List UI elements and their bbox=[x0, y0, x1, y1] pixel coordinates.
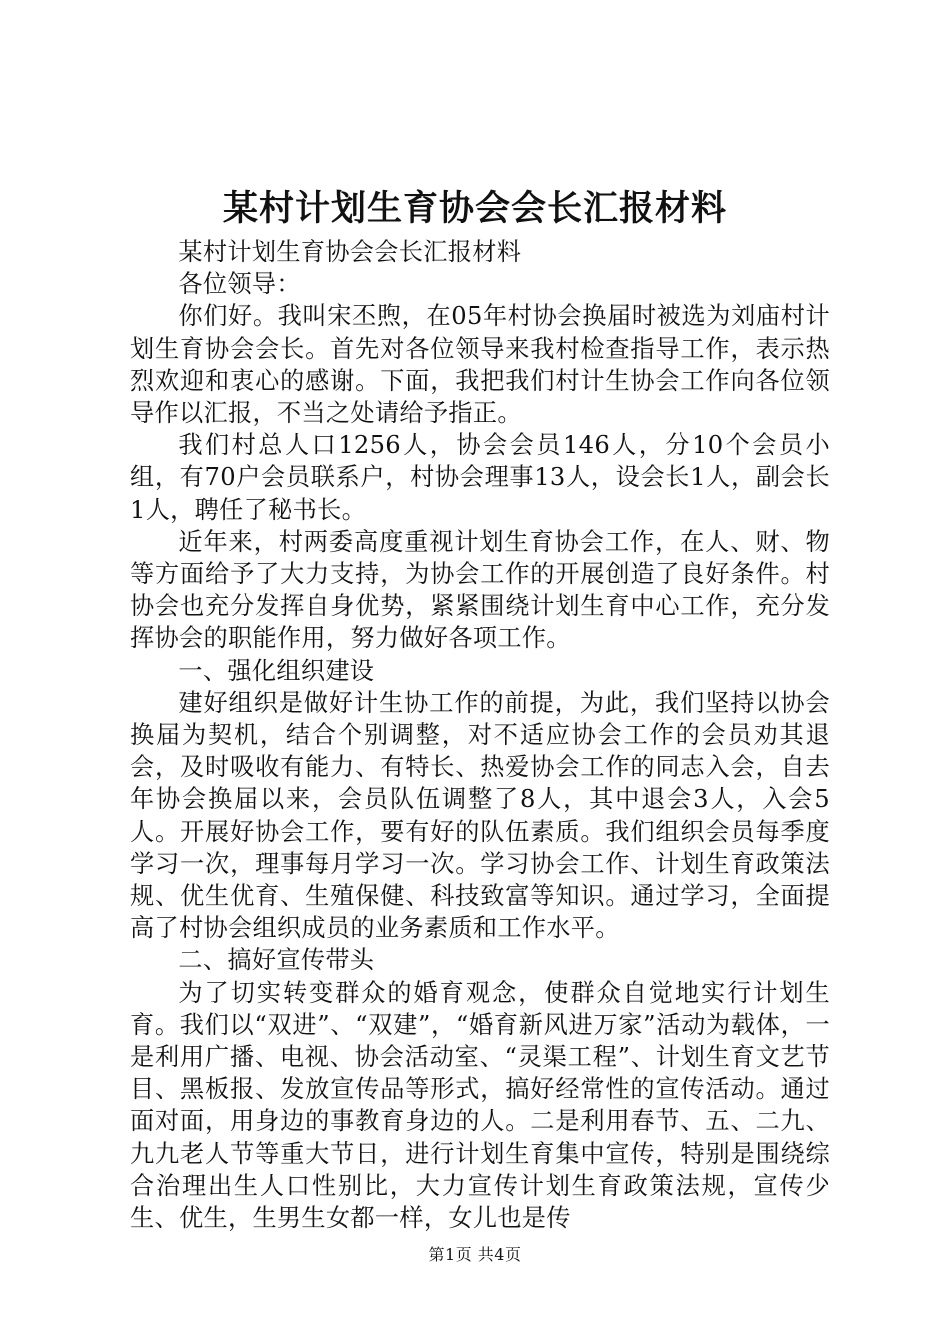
paragraph-overview: 近年来，村两委高度重视计划生育协会工作，在人、财、物等方面给予了大力支持，为协会工作的开展创造了良好条件。村协会也充分发挥自身优势，紧紧围绕计划生育中心工作，充分发挥协会的职能作用，努力做好各项工作。 bbox=[130, 527, 830, 653]
document-title: 某村计划生育协会会长汇报材料 bbox=[222, 188, 727, 229]
paragraph-heading-repeat: 某村计划生育协会会长汇报材料 bbox=[178, 238, 522, 266]
section-heading-1: 一、强化组织建设 bbox=[178, 656, 375, 685]
paragraph-stats: 我们村总人口1256人，协会会员146人，分10个会员小组，有70户会员联系户，村协会理事13人，设会长1人，副会长1人，聘任了秘书长。 bbox=[130, 431, 830, 524]
document-body bbox=[130, 236, 830, 1234]
section-heading-2: 二、搞好宣传带头 bbox=[178, 946, 375, 975]
paragraph-salutation: 各位领导： bbox=[178, 270, 301, 299]
page-footer: 第1页 共4页 bbox=[428, 1245, 522, 1264]
paragraph-organization: 建好组织是做好计生协工作的前提，为此，我们坚持以协会换届为契机，结合个别调整，对不适应协会工作的会员劝其退会，及时吸收有能力、有特长、热爱协会工作的同志入会，自去年协会换届以来，会员队伍调整了8人，其中退会3人，入会5人。开展好协会工作，要有好的队伍素质。我们组织会员每季度学习一次，理事每月学习一次。学习协会工作、计划生育政策法规、优生优育、生殖保健、科技致富等知识。通过学习，全面提高了村协会组织成员的业务素质和工作水平。 bbox=[130, 688, 830, 943]
paragraph-intro: 你们好。我叫宋丕煦，在05年村协会换届时被选为刘庙村计划生育协会会长。首先对各位领导来我村检查指导工作，表示热烈欢迎和衷心的感谢。下面，我把我们村计生协会工作向各位领导作以汇报，不当之处请给予指正。 bbox=[130, 302, 830, 428]
paragraph-publicity: 为了切实转变群众的婚育观念，使群众自觉地实行计划生育。我们以“双进”、“双建”，“婚育新风进万家”活动为载体，一是利用广播、电视、协会活动室、“灵渠工程”、计划生育文艺节目、黑板报、发放宣传品等形式，搞好经常性的宣传活动。通过面对面，用身边的事教育身边的人。二是利用春节、五、二九、九九老人节等重大节日，进行计划生育集中宣传，特别是围绕综合治理出生人口性别比，大力宣传计划生育政策法规，宣传少生、优生，生男生女都一样，女儿也是传 bbox=[130, 978, 830, 1233]
